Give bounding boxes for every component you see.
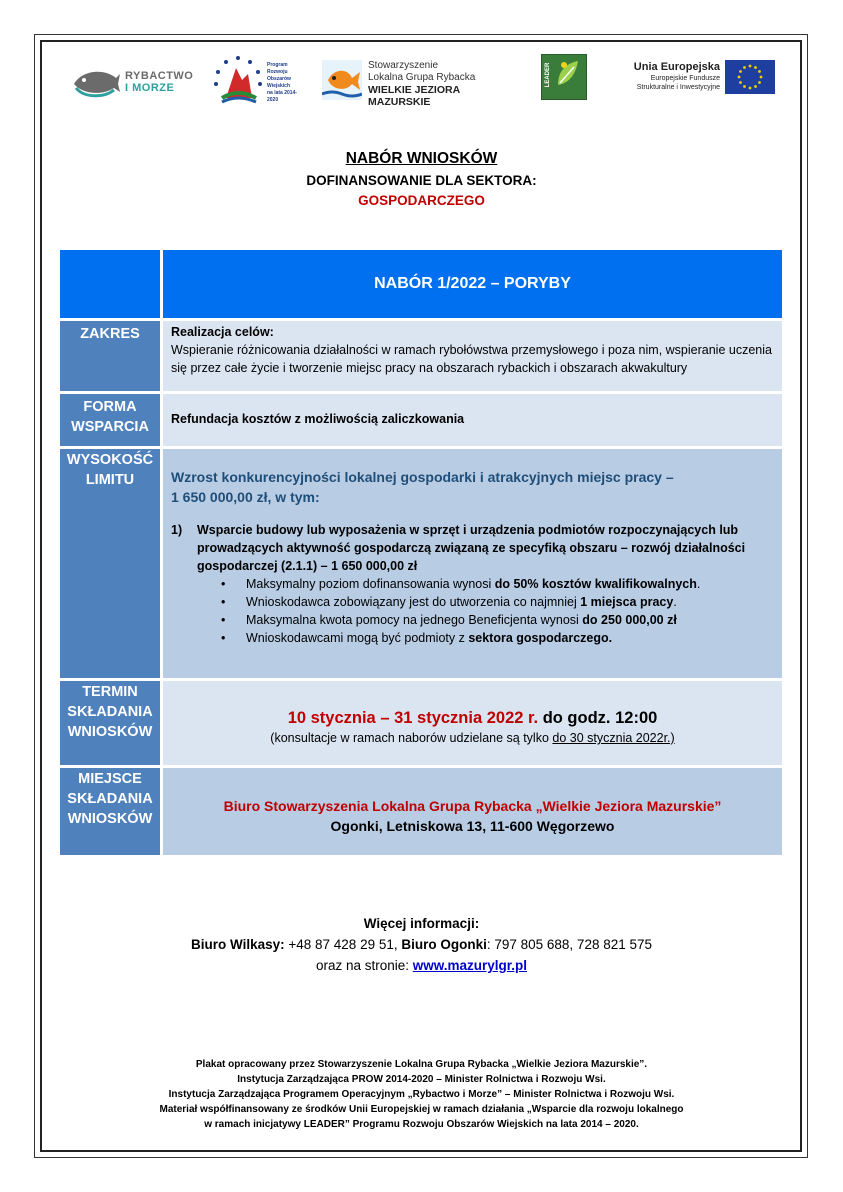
miejsce-label-line3: WNIOSKÓW: [67, 811, 153, 827]
prow-emblem-icon: [212, 54, 264, 106]
bullet-item: [171, 575, 774, 593]
footer-line-4: Materiał współfinansowany ze środków Unii Europejskiej w ramach działania „Wsparcie dla rozwoju lokalnego: [159, 1104, 684, 1115]
termin-note-underlined: do 30 stycznia 2022r.): [552, 731, 675, 745]
zakres-label: ZAKRES: [80, 326, 140, 342]
footer-line-5: w ramach inicjatywy LEADER” Programu Rozwoju Obszarów Wiejskich na lata 2014 – 2020.: [204, 1119, 639, 1130]
termin-label-line3: WNIOSKÓW: [67, 724, 153, 740]
zakres-row: [60, 321, 782, 391]
wysokosc-item-number: 1): [171, 523, 183, 537]
ogonki-phone: : 797 805 688, 728 821 575: [486, 937, 653, 952]
rybactwo-line2: I MORZE: [125, 82, 175, 94]
header-title-cell: [163, 250, 782, 318]
forma-text: Refundacja kosztów z możliwością zaliczkowania: [171, 412, 465, 426]
bullet-item: [171, 593, 774, 611]
info-web: [0, 955, 843, 976]
prow-line5: na lata 2014-2020: [267, 90, 298, 103]
goldfish-icon: [322, 60, 362, 100]
web-prefix: oraz na stronie:: [315, 958, 413, 973]
leader-text: LEADER: [545, 62, 551, 88]
bullet-2-text: Wnioskodawca zobowiązany jest do utworzenia co najmniej: [246, 595, 581, 609]
zakres-title: Realizacja celów:: [171, 325, 274, 339]
wysokosc-label-line1: WYSOKOŚĆ: [66, 452, 154, 468]
wysokosc-goal: Wzrost konkurencyjności lokalnej gospodarki i atrakcyjnych miejsc pracy –: [171, 469, 674, 485]
footer-line-3: Instytucja Zarządzająca Programem Operacyjnym „Rybactwo i Morze” – Minister Rolnictwa i Rozwoju Wsi.: [168, 1089, 675, 1100]
wilkasy-phone: +48 87 428 29 51,: [284, 937, 402, 952]
lgr-line2: Lokalna Grupa Rybacka: [368, 72, 476, 83]
forma-label-line2: WSPARCIA: [71, 419, 149, 435]
nabor-title: NABÓR 1/2022 – PORYBY: [374, 275, 571, 292]
wysokosc-label-cell: [60, 449, 160, 678]
eu-sub-line2: Strukturalne i Inwestycyjne: [636, 84, 720, 91]
website-link[interactable]: www.mazurylgr.pl: [412, 958, 528, 973]
wysokosc-item-text: Wsparcie budowy lub wyposażenia w sprzęt i urządzenia podmiotów rozpoczynających lub prowadzących aktywność gospodarczą związaną ze specyfiką obszaru – rozwój działalności gospodarczej (2.1.1) – 1 650 000,00 zł: [197, 523, 746, 573]
wysokosc-content-cell: [163, 449, 782, 678]
zakres-content-cell: [163, 321, 782, 391]
lgr-logo: [322, 58, 522, 106]
bullet-3-text: Maksymalna kwota pomocy na jednego Beneficjenta wynosi: [246, 613, 583, 627]
miejsce-label-cell: [60, 768, 160, 855]
logo-bar: [60, 50, 780, 110]
termin-row: [60, 681, 782, 765]
wilkasy-label: Biuro Wilkasy:: [190, 937, 285, 952]
eu-flag-icon: [725, 60, 775, 94]
rybactwo-i-morze-logo: [70, 64, 194, 104]
bullet-1-text: Maksymalny poziom dofinansowania wynosi: [246, 577, 495, 591]
forma-label-line1: FORMA: [83, 399, 137, 415]
bullet-3-bold: do 250 000,00 zł: [582, 613, 677, 627]
footer-line-2: Instytucja Zarządzająca PROW 2014-2020 – Minister Rolnictwa i Rozwoju Wsi.: [237, 1074, 606, 1085]
bullet-item: [171, 629, 774, 647]
eu-title: Unia Europejska: [633, 61, 720, 73]
lgr-line1: Stowarzyszenie: [368, 60, 439, 71]
bullet-2-end: .: [673, 595, 677, 609]
miejsce-address: Ogonki, Letniskowa 13, 11-600 Węgorzewo: [330, 818, 615, 834]
termin-dates: 10 stycznia – 31 stycznia 2022 r.: [287, 709, 539, 727]
footer-line-1: Plakat opracowany przez Stowarzyszenie Lokalna Grupa Rybacka „Wielkie Jeziora Mazurskie”.: [195, 1059, 648, 1070]
zakres-text: Wspieranie różnicowania działalności w ramach rybołówstwa przemysłowego i poza nim, wspieranie uczenia się przez całe życie i tworzenie miejsc pracy na obszarach rybackich i obszarach akwakultury: [171, 343, 772, 375]
bullet-4-bold: sektora gospodarczego.: [468, 631, 613, 645]
leader-leaf-icon: [554, 59, 582, 89]
wysokosc-row: [60, 449, 782, 678]
prow-line3: Obszarów: [267, 76, 291, 82]
prow-line4: Wiejskich: [267, 83, 291, 89]
miejsce-label-line1: MIEJSCE: [78, 771, 142, 787]
header-blank-cell: [60, 250, 160, 318]
eu-logo: [610, 56, 775, 100]
ogonki-label: Biuro Ogonki: [401, 937, 487, 952]
page-subtitle: DOFINANSOWANIE DLA SEKTORA:: [306, 173, 537, 188]
prow-line1: Program: [267, 62, 288, 68]
eu-sub-line1: Europejskie Fundusze: [650, 75, 720, 82]
forma-row: [60, 394, 782, 446]
prow-logo: [212, 52, 302, 110]
zakres-label-cell: [60, 321, 160, 391]
termin-note-text: (konsultacje w ramach naborów udzielane są tylko: [270, 731, 553, 745]
miejsce-label-line2: SKŁADANIA: [67, 791, 153, 807]
prow-line2: Rozwoju: [267, 69, 288, 75]
wysokosc-label-line2: LIMITU: [85, 472, 135, 488]
termin-dates-line: [163, 707, 782, 729]
forma-content-cell: [163, 394, 782, 446]
wysokosc-item: [171, 521, 774, 575]
bullet-item: [171, 611, 774, 629]
termin-content-cell: [163, 681, 782, 765]
page-title: NABÓR WNIOSKÓW: [345, 150, 498, 167]
info-phones: [0, 934, 843, 955]
bullet-1-bold: do 50% kosztów kwalifikowalnych: [494, 577, 697, 591]
bullet-4-text: Wnioskodawcami mogą być podmioty z: [246, 631, 469, 645]
miejsce-row: [60, 768, 782, 855]
info-section: [0, 913, 843, 976]
bullet-1-end: .: [696, 577, 701, 591]
sector-name: GOSPODARCZEGO: [358, 193, 485, 208]
wysokosc-amount: 1 650 000,00 zł, w tym:: [171, 489, 320, 505]
miejsce-content-cell: [163, 768, 782, 855]
leader-logo: [541, 54, 587, 100]
bullet-2-bold: 1 miejsca pracy: [580, 595, 674, 609]
rybactwo-line1: RYBACTWO: [125, 70, 194, 82]
info-title: Więcej informacji:: [363, 916, 480, 931]
footer-notes: [0, 1057, 843, 1132]
termin-time: do godz. 12:00: [538, 709, 658, 727]
termin-label-line1: TERMIN: [82, 684, 138, 700]
miejsce-office: Biuro Stowarzyszenia Lokalna Grupa Rybacka „Wielkie Jeziora Mazurskie”: [223, 798, 722, 814]
table-header-row: [60, 250, 782, 318]
fish-icon: [70, 64, 122, 100]
lgr-line3: WIELKIE JEZIORA MAZURSKIE: [368, 84, 460, 108]
termin-label-cell: [60, 681, 160, 765]
termin-label-line2: SKŁADANIA: [67, 704, 153, 720]
termin-note: [163, 729, 782, 747]
forma-label-cell: [60, 394, 160, 446]
